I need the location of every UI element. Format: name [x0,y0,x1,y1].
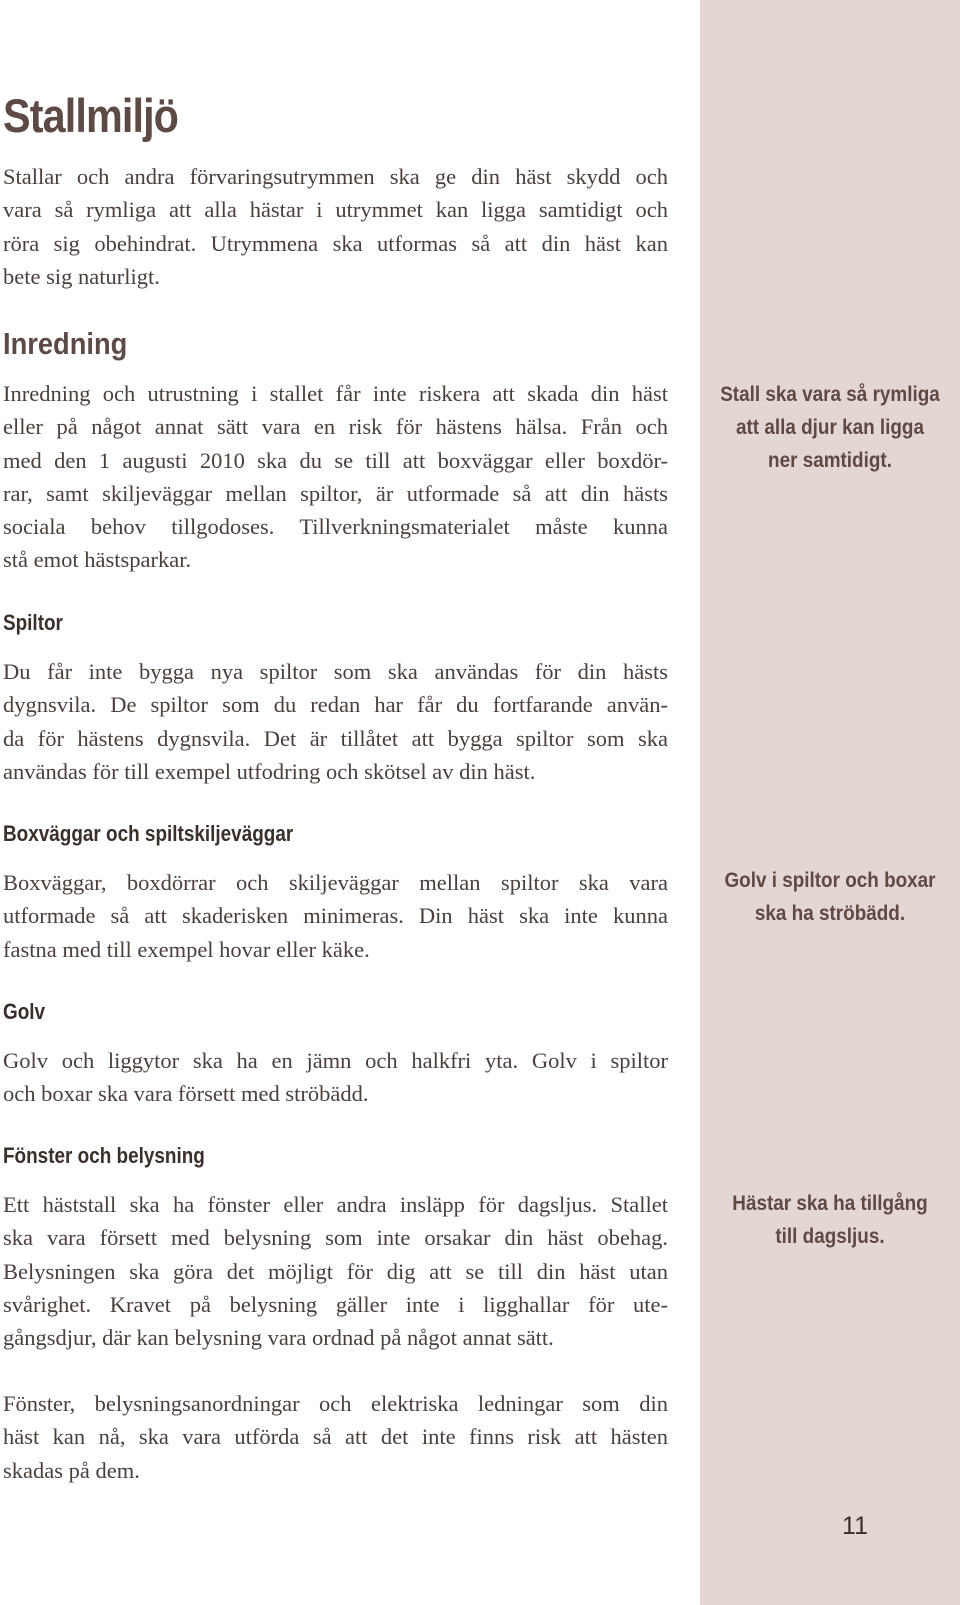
callout-strobadd [700,864,960,930]
text-line: användas för till exempel utfodring och skötsel av din häst. [3,758,536,784]
paragraph-fonster [3,1188,668,1354]
page-title: Stallmiljö [3,89,179,142]
heading-inredning: Inredning [3,326,128,361]
heading-boxvaggar: Boxväggar och spiltskiljeväggar [3,821,294,846]
text-line: bete sig naturligt. [3,263,160,289]
paragraph-boxvaggar [3,866,668,966]
callout-line: Stall ska vara så rymliga [720,383,940,406]
text-line: svårighet. Kravet på belysning gäller inte i ligghallar för ute- [3,1291,668,1317]
text-line: dygnsvila. De spiltor som du redan har får du fortfarande använ- [3,692,668,718]
text-line: Du får inte bygga nya spiltor som ska användas för din hästs [3,659,668,684]
callout-line: ska ha ströbädd. [754,902,906,925]
sidebar-panel [700,0,960,1605]
text-line: skadas på dem. [3,1457,140,1483]
text-line: sociala behov tillgodoses. Tillverkningsmaterialet måste kunna [3,514,668,540]
text-line: Ett häststall ska ha fönster eller andra insläpp för dagsljus. Stallet [3,1192,668,1217]
page-number: 11 [842,1512,868,1540]
text-line: röra sig obehindrat. Utrymmena ska utformas så att din häst kan [3,230,668,256]
text-line: med den 1 augusti 2010 ska du se till att boxväggar eller boxdör- [3,447,668,473]
paragraph-inredning [3,377,668,577]
text-line: eller på något annat sätt vara en risk för hästens hälsa. Från och [3,414,668,440]
intro-paragraph [3,160,668,293]
callout-line: Golv i spiltor och boxar [724,869,936,892]
callout-line: Hästar ska ha tillgång [732,1192,928,1215]
text-line: och boxar ska vara försett med ströbädd. [3,1081,369,1107]
callout-line: till dagsljus. [775,1225,885,1248]
text-line: Inredning och utrustning i stallet får inte riskera att skada din häst [3,381,668,406]
callout-line: att alla djur kan ligga [735,416,924,439]
callout-dagsljus [700,1187,960,1253]
heading-golv: Golv [3,999,46,1024]
heading-fonster: Fönster och belysning [3,1143,205,1168]
text-line: fastna med till exempel hovar eller käke. [3,936,370,962]
text-line: Boxväggar, boxdörrar och skiljeväggar mellan spiltor ska vara [3,870,668,895]
paragraph-fonster-2 [3,1387,668,1487]
text-line: Fönster, belysningsanordningar och elektriska ledningar som din [3,1391,668,1416]
text-line: gångsdjur, där kan belysning vara ordnad på något annat sätt. [3,1325,554,1351]
paragraph-golv [3,1044,668,1111]
text-line: vara så rymliga att alla hästar i utrymmet kan ligga samtidigt och [3,197,668,223]
text-line: Golv och liggytor ska ha en jämn och halkfri yta. Golv i spiltor [3,1048,668,1073]
text-line: ska vara försett med belysning som inte orsakar din häst obehag. [3,1225,668,1251]
paragraph-spiltor [3,655,668,788]
text-line: stå emot hästsparkar. [3,547,192,573]
text-line: Belysningen ska göra det möjligt för dig att se till din häst utan [3,1258,668,1284]
text-line: rar, samt skiljeväggar mellan spiltor, är utformade så att din hästs [3,480,668,506]
text-line: häst kan nå, ska vara utförda så att det inte finns risk att hästen [3,1424,668,1450]
heading-spiltor: Spiltor [3,610,63,635]
text-line: da för hästens dygnsvila. Det är tillåtet att bygga spiltor som ska [3,725,668,751]
callout-line: ner samtidigt. [768,449,892,472]
callout-rymliga [700,378,960,477]
text-line: utformade så att skaderisken minimeras. Din häst ska inte kunna [3,903,668,929]
text-line: Stallar och andra förvaringsutrymmen ska ge din häst skydd och [3,164,668,189]
